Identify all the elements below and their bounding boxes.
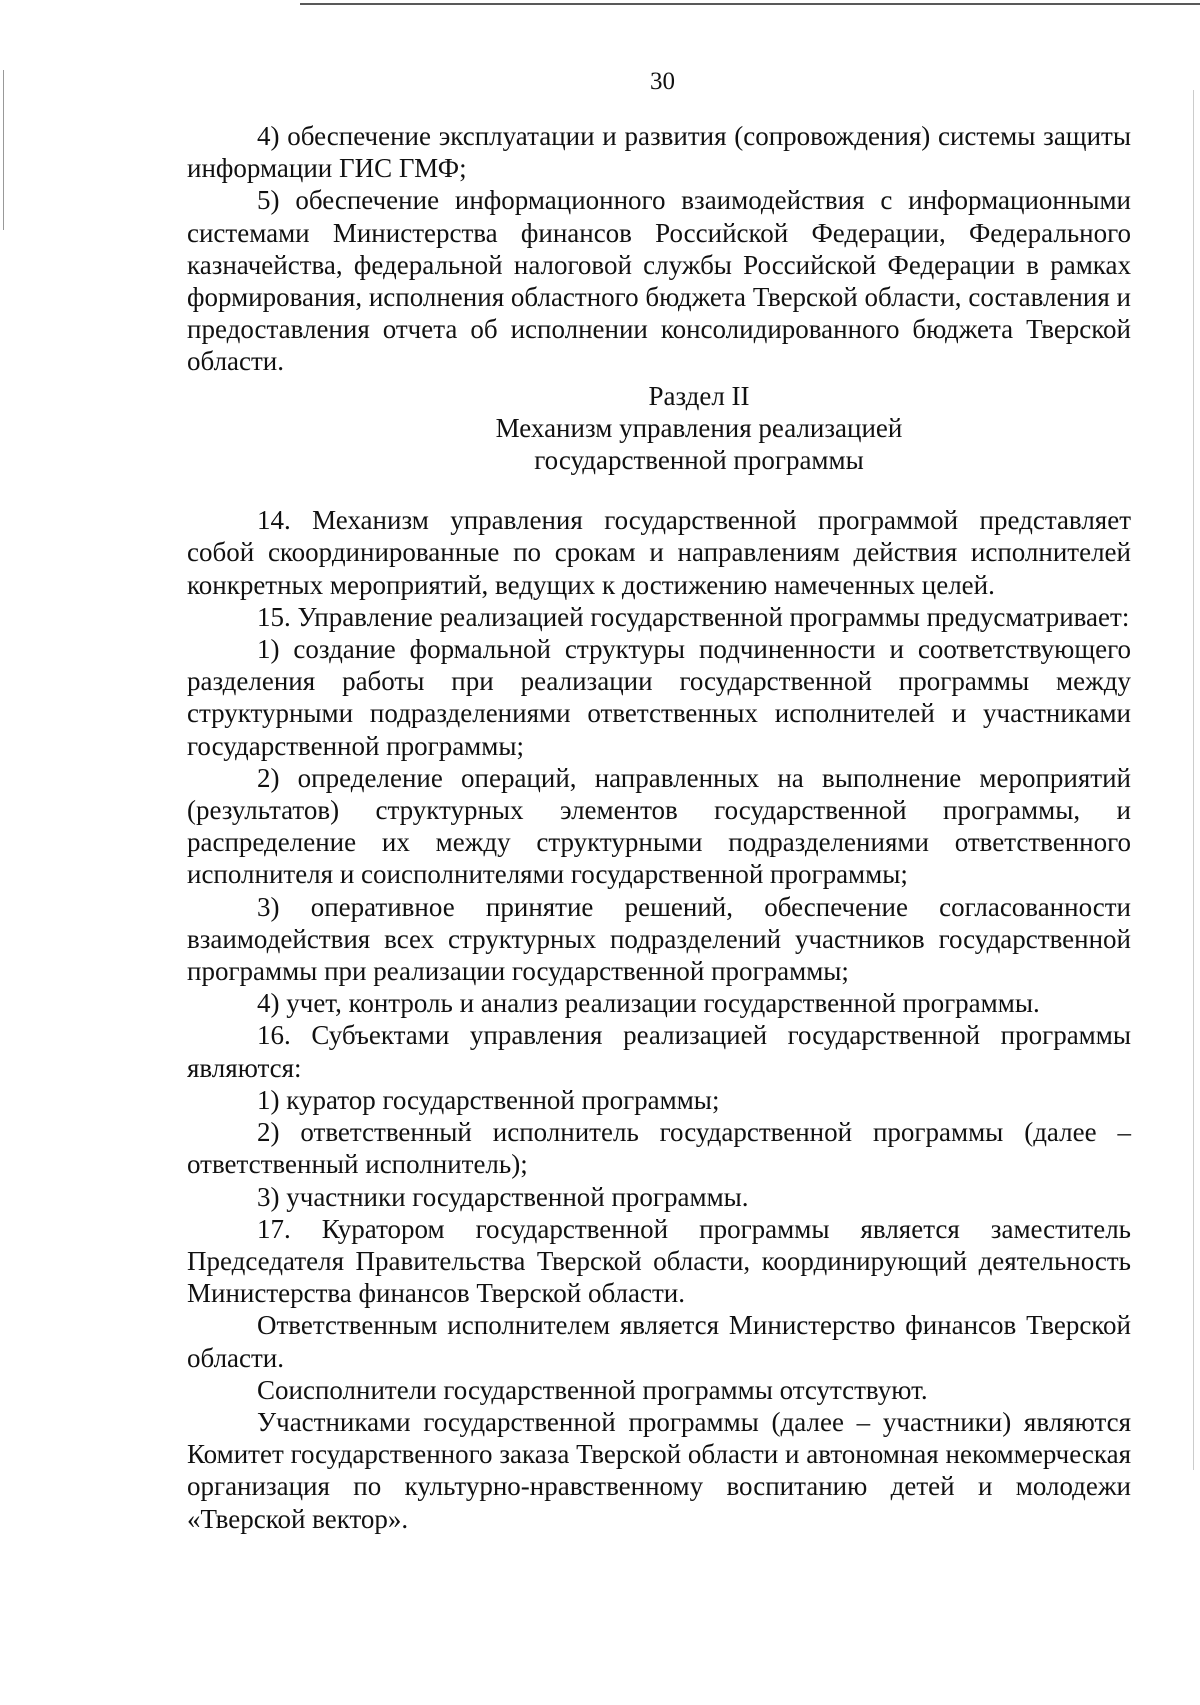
section-gap <box>187 476 1131 504</box>
section-subtitle-line2: государственной программы <box>534 445 864 476</box>
paragraph: 16. Субъектами управления реализацией государственной программы являются: <box>187 1020 1131 1083</box>
paragraph: Участниками государственной программы (далее – участники) являются Комитет государственного заказа Тверской области и автономная некоммерческая организация по культурно-нравственному воспитанию детей и молодежи «Тверской вектор». <box>187 1406 1131 1534</box>
paragraph: 3) участники государственной программы. <box>257 1181 749 1212</box>
paragraph: 2) определение операций, направленных на выполнение мероприятий (результатов) структурных элементов государственной программы, и распределение их между структурными подразделениями ответственного исполнителя и соисполнителями государственной программы; <box>187 762 1131 890</box>
paragraph: 17. Куратором государственной программы является заместитель Председателя Правительства Тверской области, координирующий деятельность Министерства финансов Тверской области. <box>187 1213 1131 1309</box>
section-subtitle-line1: Механизм управления реализацией <box>495 412 903 443</box>
paragraph: 2) ответственный исполнитель государственной программы (далее – ответственный исполнитель); <box>187 1117 1131 1180</box>
page-number: 30 <box>650 68 675 95</box>
section-title: Раздел II <box>648 380 750 411</box>
scan-edge-right <box>1193 90 1194 1470</box>
paragraph: 1) создание формальной структуры подчиненности и соответствующего разделения работы при реализации государственной программы между структурными подразделениями ответственных исполнителей и участниками государственной программы; <box>187 634 1131 761</box>
paragraph: 15. Управление реализацией государственной программы предусматривает: <box>257 601 1130 632</box>
paragraph: Ответственным исполнителем является Министерство финансов Тверской области. <box>187 1310 1131 1373</box>
paragraph: 4) обеспечение эксплуатации и развития (сопровождения) системы защиты информации ГИС ГМФ; <box>187 121 1131 184</box>
paragraph: 4) учет, контроль и анализ реализации государственной программы. <box>257 988 1040 1019</box>
paragraph: Соисполнители государственной программы отсутствуют. <box>257 1374 928 1405</box>
paragraph: 5) обеспечение информационного взаимодействия с информационными системами Министерства финансов Российской Федерации, Федерального казначейства, федеральной налоговой службы Российской Федерации в рамках формирования, исполнения областного бюджета Тверской области, составления и предоставления отчета об исполнении консолидированного бюджета Тверской области. <box>187 185 1131 377</box>
document-body <box>187 120 1131 1535</box>
paragraph: 1) куратор государственной программы; <box>257 1084 720 1115</box>
scan-edge-top <box>300 3 1200 5</box>
paragraph: 14. Механизм управления государственной программой представляет собой скоординированные по срокам и направлениям действия исполнителей конкретных мероприятий, ведущих к достижению намеченных целей. <box>187 505 1131 600</box>
paragraph: 3) оперативное принятие решений, обеспечение согласованности взаимодействия всех структурных подразделений участников государственной программы при реализации государственной программы; <box>187 891 1131 987</box>
